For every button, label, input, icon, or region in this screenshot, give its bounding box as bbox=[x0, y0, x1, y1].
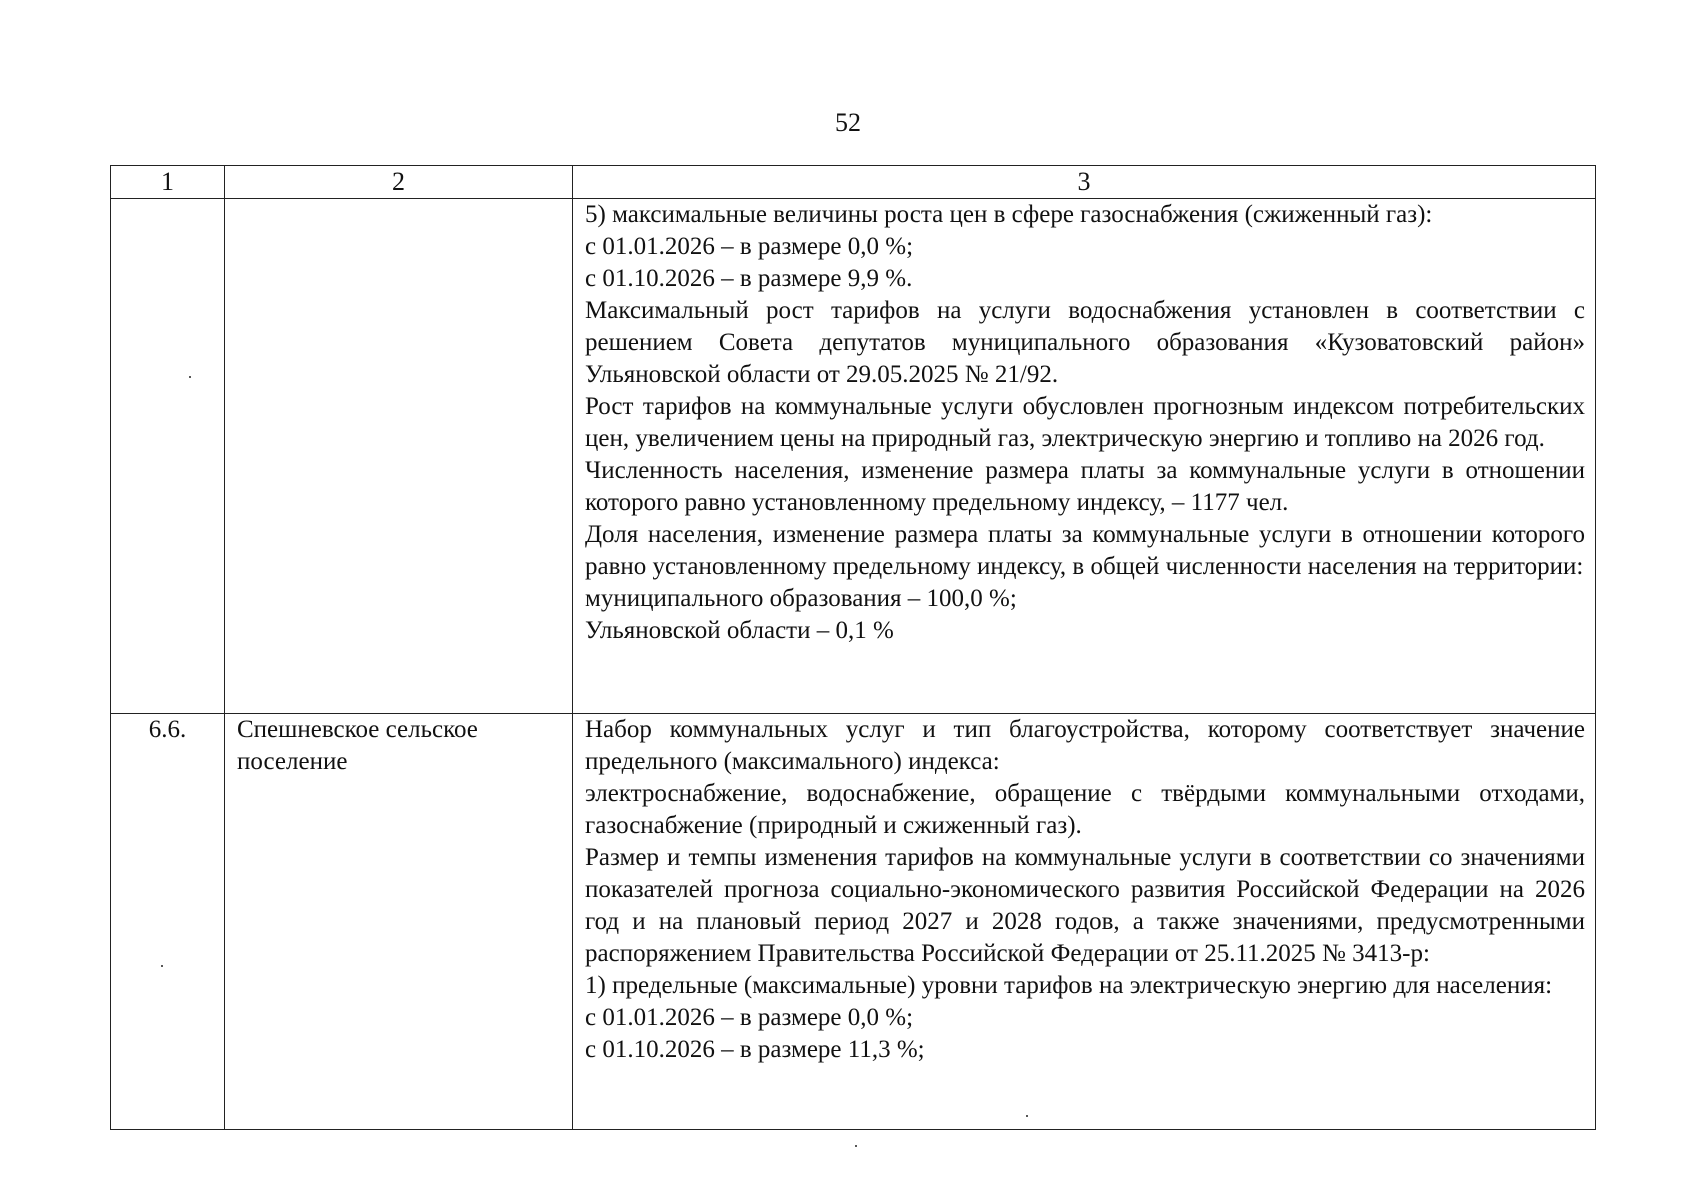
description-paragraph: Размер и темпы изменения тарифов на коммунальные услуги в соответствии со значениями показателей прогноза социально-экономического развития Российской Федерации на 2026 год и на плановый период 2027 и 2028 годов, а также значениями, предусмотренными распоряжением Правительства Российской Федерации от 25.11.2025 № 3413-р: bbox=[585, 844, 1585, 967]
description-paragraph: 1) предельные (максимальные) уровни тарифов на электрическую энергию для населения: bbox=[585, 972, 1553, 999]
scan-speck bbox=[855, 1145, 857, 1147]
row-number: 6.6. bbox=[111, 714, 225, 1130]
row-settlement-name: Спешневское сельское поселение bbox=[225, 714, 573, 1130]
table-header-row bbox=[111, 166, 1596, 199]
page-number: 52 bbox=[835, 108, 861, 137]
description-line: с 01.10.2026 – в размере 9,9 %. bbox=[585, 265, 913, 292]
scan-speck bbox=[189, 376, 191, 378]
description-line: с 01.01.2026 – в размере 0,0 %; bbox=[585, 1004, 914, 1031]
row-description bbox=[573, 199, 1596, 714]
column-header-3: 3 bbox=[573, 166, 1596, 199]
description-paragraph: Набор коммунальных услуг и тип благоустройства, которому соответствует значение предельного (максимального) индекса: bbox=[585, 716, 1585, 775]
description-line: Ульяновской области – 0,1 % bbox=[585, 617, 894, 644]
description-line: 5) максимальные величины роста цен в сфере газоснабжения (сжиженный газ): bbox=[585, 201, 1433, 228]
scan-speck bbox=[161, 965, 163, 967]
description-paragraph: электроснабжение, водоснабжение, обращение с твёрдыми коммунальными отходами, газоснабжение (природный и сжиженный газ). bbox=[585, 780, 1585, 839]
description-paragraph: Максимальный рост тарифов на услуги водоснабжения установлен в соответствии с решением Совета депутатов муниципального образования «Кузоватовский район» Ульяновской области от 29.05.2025 № 21/92. bbox=[585, 297, 1585, 388]
scan-speck bbox=[1026, 1115, 1028, 1117]
description-paragraph: Доля населения, изменение размера платы за коммунальные услуги в отношении которого равно установленному предельному индексу, в общей численности населения на территории: bbox=[585, 521, 1585, 580]
table-row bbox=[111, 199, 1596, 714]
description-paragraph: Рост тарифов на коммунальные услуги обусловлен прогнозным индексом потребительских цен, увеличением цены на природный газ, электрическую энергию и топливо на 2026 год. bbox=[585, 393, 1585, 452]
description-line: муниципального образования – 100,0 %; bbox=[585, 585, 1017, 612]
document-table bbox=[110, 165, 1596, 1130]
table-row bbox=[111, 714, 1596, 1130]
row-number bbox=[111, 199, 225, 714]
description-line: с 01.01.2026 – в размере 0,0 %; bbox=[585, 233, 914, 260]
row-settlement-name bbox=[225, 199, 573, 714]
description-paragraph: Численность населения, изменение размера платы за коммунальные услуги в отношении которого равно установленному предельному индексу, – 1177 чел. bbox=[585, 457, 1585, 516]
description-line: с 01.10.2026 – в размере 11,3 %; bbox=[585, 1036, 925, 1063]
column-header-1: 1 bbox=[111, 166, 225, 199]
row-description bbox=[573, 714, 1596, 1130]
column-header-2: 2 bbox=[225, 166, 573, 199]
